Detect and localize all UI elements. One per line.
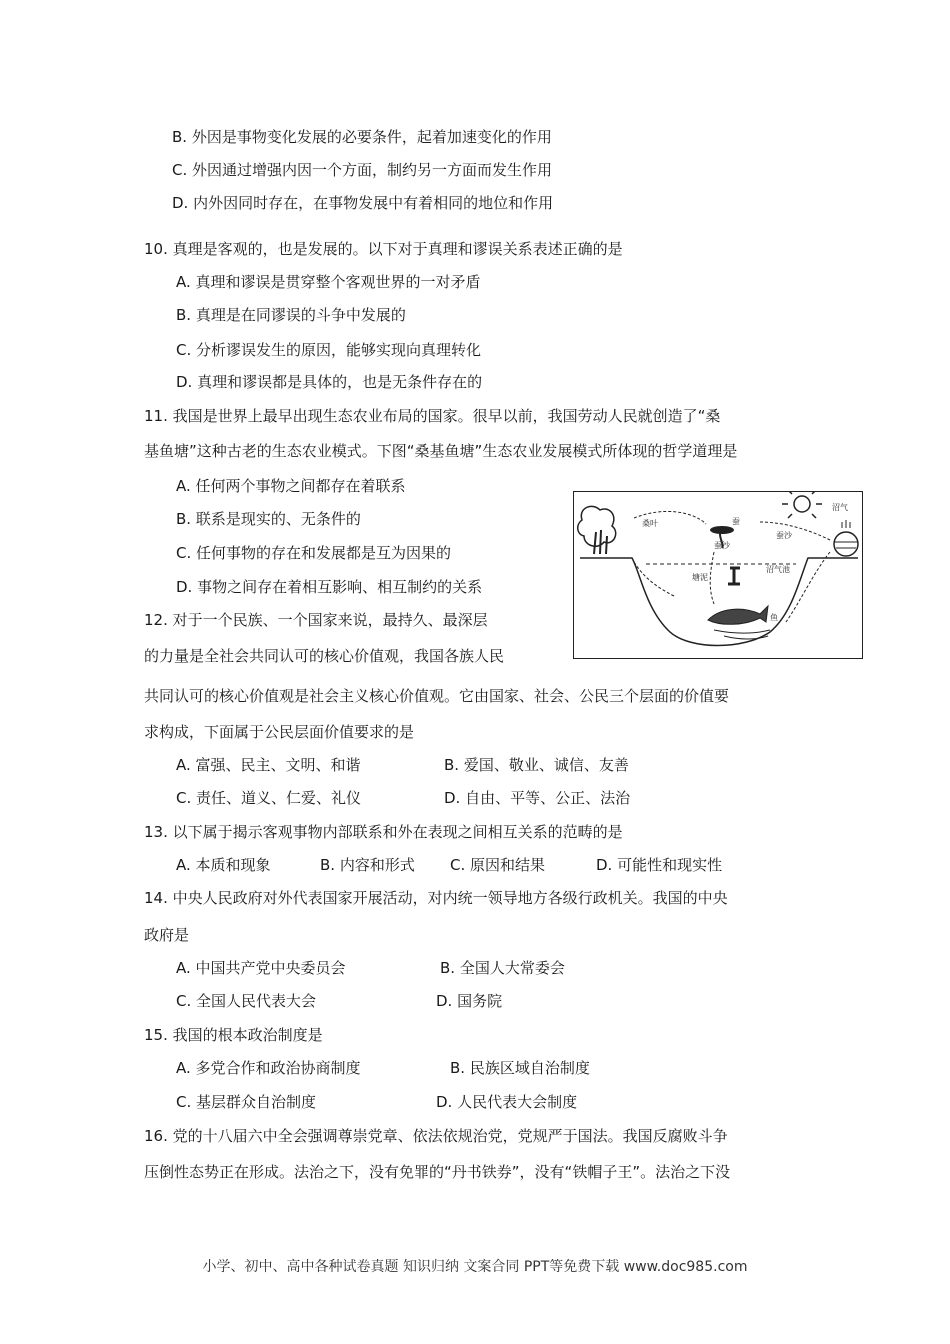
q11-option-d: D. 事物之间存在着相互影响、相互制约的关系 bbox=[176, 578, 483, 596]
q13-option-d: D. 可能性和现实性 bbox=[596, 856, 723, 874]
pond-mud-icon bbox=[728, 568, 740, 584]
label-silkworm: 蚕 bbox=[732, 517, 740, 526]
q10-option-c: C. 分析谬误发生的原因，能够实现向真理转化 bbox=[176, 341, 482, 359]
label-fish: 鱼 bbox=[770, 613, 778, 622]
q15-option-d: D. 人民代表大会制度 bbox=[436, 1093, 578, 1111]
q9-option-b: B. 外因是事物变化发展的必要条件，起着加速变化的作用 bbox=[172, 128, 552, 146]
q10-option-a: A. 真理和谬误是贯穿整个客观世界的一对矛盾 bbox=[176, 273, 481, 291]
biogas-tank-icon bbox=[834, 520, 858, 556]
q10-stem: 10. 真理是客观的，也是发展的。以下对于真理和谬误关系表述正确的是 bbox=[144, 240, 623, 258]
page-footer: 小学、初中、高中各种试卷真题 知识归纳 文案合同 PPT等免费下载 www.doc985.com bbox=[202, 1259, 748, 1275]
q9-option-c: C. 外因通过增强内因一个方面，制约另一方面而发生作用 bbox=[172, 161, 553, 179]
arrow-biogas-to-pond bbox=[786, 552, 830, 622]
q11-stem-line2: 基鱼塘”这种古老的生态农业模式。下图“桑基鱼塘”生态农业发展模式所体现的哲学道理是 bbox=[144, 442, 738, 460]
mulberry-dike-fish-pond-diagram bbox=[573, 491, 863, 659]
q9-option-d: D. 内外因同时存在，在事物发展中有着相同的地位和作用 bbox=[172, 194, 554, 212]
label-silkworm-sand-1: 蚕沙 bbox=[714, 541, 730, 550]
diagram-drawing bbox=[574, 492, 861, 657]
q14-option-b: B. 全国人大常委会 bbox=[440, 959, 565, 977]
label-biogas: 沼气 bbox=[832, 503, 848, 512]
q13-option-c: C. 原因和结果 bbox=[450, 856, 546, 874]
q12-stem-line4: 求构成，下面属于公民层面价值要求的是 bbox=[144, 723, 415, 741]
q11-option-a: A. 任何两个事物之间都存在着联系 bbox=[176, 477, 406, 495]
sun-icon bbox=[782, 492, 822, 518]
q15-option-a: A. 多党合作和政治协商制度 bbox=[176, 1059, 361, 1077]
q16-stem-line2: 压倒性态势正在形成。法治之下，没有免罪的“丹书铁券”，没有“铁帽子王”。法治之下没 bbox=[144, 1163, 731, 1181]
q10-option-d: D. 真理和谬误都是具体的，也是无条件存在的 bbox=[176, 373, 483, 391]
q10-option-b: B. 真理是在同谬误的斗争中发展的 bbox=[176, 306, 406, 324]
q14-option-d: D. 国务院 bbox=[436, 992, 503, 1010]
q14-stem-line1: 14. 中央人民政府对外代表国家开展活动，对内统一领导地方各级行政机关。我国的中央 bbox=[144, 889, 728, 907]
pond-outline bbox=[580, 558, 858, 646]
q14-stem-line2: 政府是 bbox=[144, 926, 190, 944]
q12-option-b: B. 爱国、敬业、诚信、友善 bbox=[444, 756, 629, 774]
q15-option-b: B. 民族区域自治制度 bbox=[450, 1059, 590, 1077]
q11-option-b: B. 联系是现实的、无条件的 bbox=[176, 510, 361, 528]
q14-option-c: C. 全国人民代表大会 bbox=[176, 992, 317, 1010]
label-pond-mud: 塘泥 bbox=[692, 573, 708, 582]
q15-stem: 15. 我国的根本政治制度是 bbox=[144, 1026, 323, 1044]
q13-stem: 13. 以下属于揭示客观事物内部联系和外在表现之间相互关系的范畴的是 bbox=[144, 823, 623, 841]
q12-stem-line2: 的力量是全社会共同认可的核心价值观，我国各族人民 bbox=[144, 647, 505, 665]
q12-stem-line1: 12. 对于一个民族、一个国家来说，最持久、最深层 bbox=[144, 611, 488, 629]
q12-stem-line3: 共同认可的核心价值观是社会主义核心价值观。它由国家、社会、公民三个层面的价值要 bbox=[144, 687, 730, 705]
label-silkworm-sand-2: 蚕沙 bbox=[776, 531, 792, 540]
q12-option-a: A. 富强、民主、文明、和谐 bbox=[176, 756, 361, 774]
q13-option-a: A. 本质和现象 bbox=[176, 856, 271, 874]
q13-option-b: B. 内容和形式 bbox=[320, 856, 415, 874]
label-biogas-pool: 沼气池 bbox=[766, 565, 790, 574]
arrow-sand-to-fish bbox=[710, 552, 714, 604]
label-mulberry-leaf: 桑叶 bbox=[642, 519, 658, 528]
mulberry-tree-icon bbox=[578, 506, 616, 554]
q11-option-c: C. 任何事物的存在和发展都是互为因果的 bbox=[176, 544, 452, 562]
q12-option-c: C. 责任、道义、仁爱、礼仪 bbox=[176, 789, 362, 807]
q12-option-d: D. 自由、平等、公正、法治 bbox=[444, 789, 631, 807]
arrow-sand-to-biogas bbox=[760, 522, 830, 540]
fish-icon bbox=[708, 606, 770, 639]
q15-option-c: C. 基层群众自治制度 bbox=[176, 1093, 317, 1111]
q16-stem-line1: 16. 党的十八届六中全会强调尊崇党章、依法依规治党，党规严于国法。我国反腐败斗争 bbox=[144, 1127, 728, 1145]
q14-option-a: A. 中国共产党中央委员会 bbox=[176, 959, 346, 977]
q11-stem-line1: 11. 我国是世界上最早出现生态农业布局的国家。很早以前，我国劳动人民就创造了“桑 bbox=[144, 407, 721, 425]
